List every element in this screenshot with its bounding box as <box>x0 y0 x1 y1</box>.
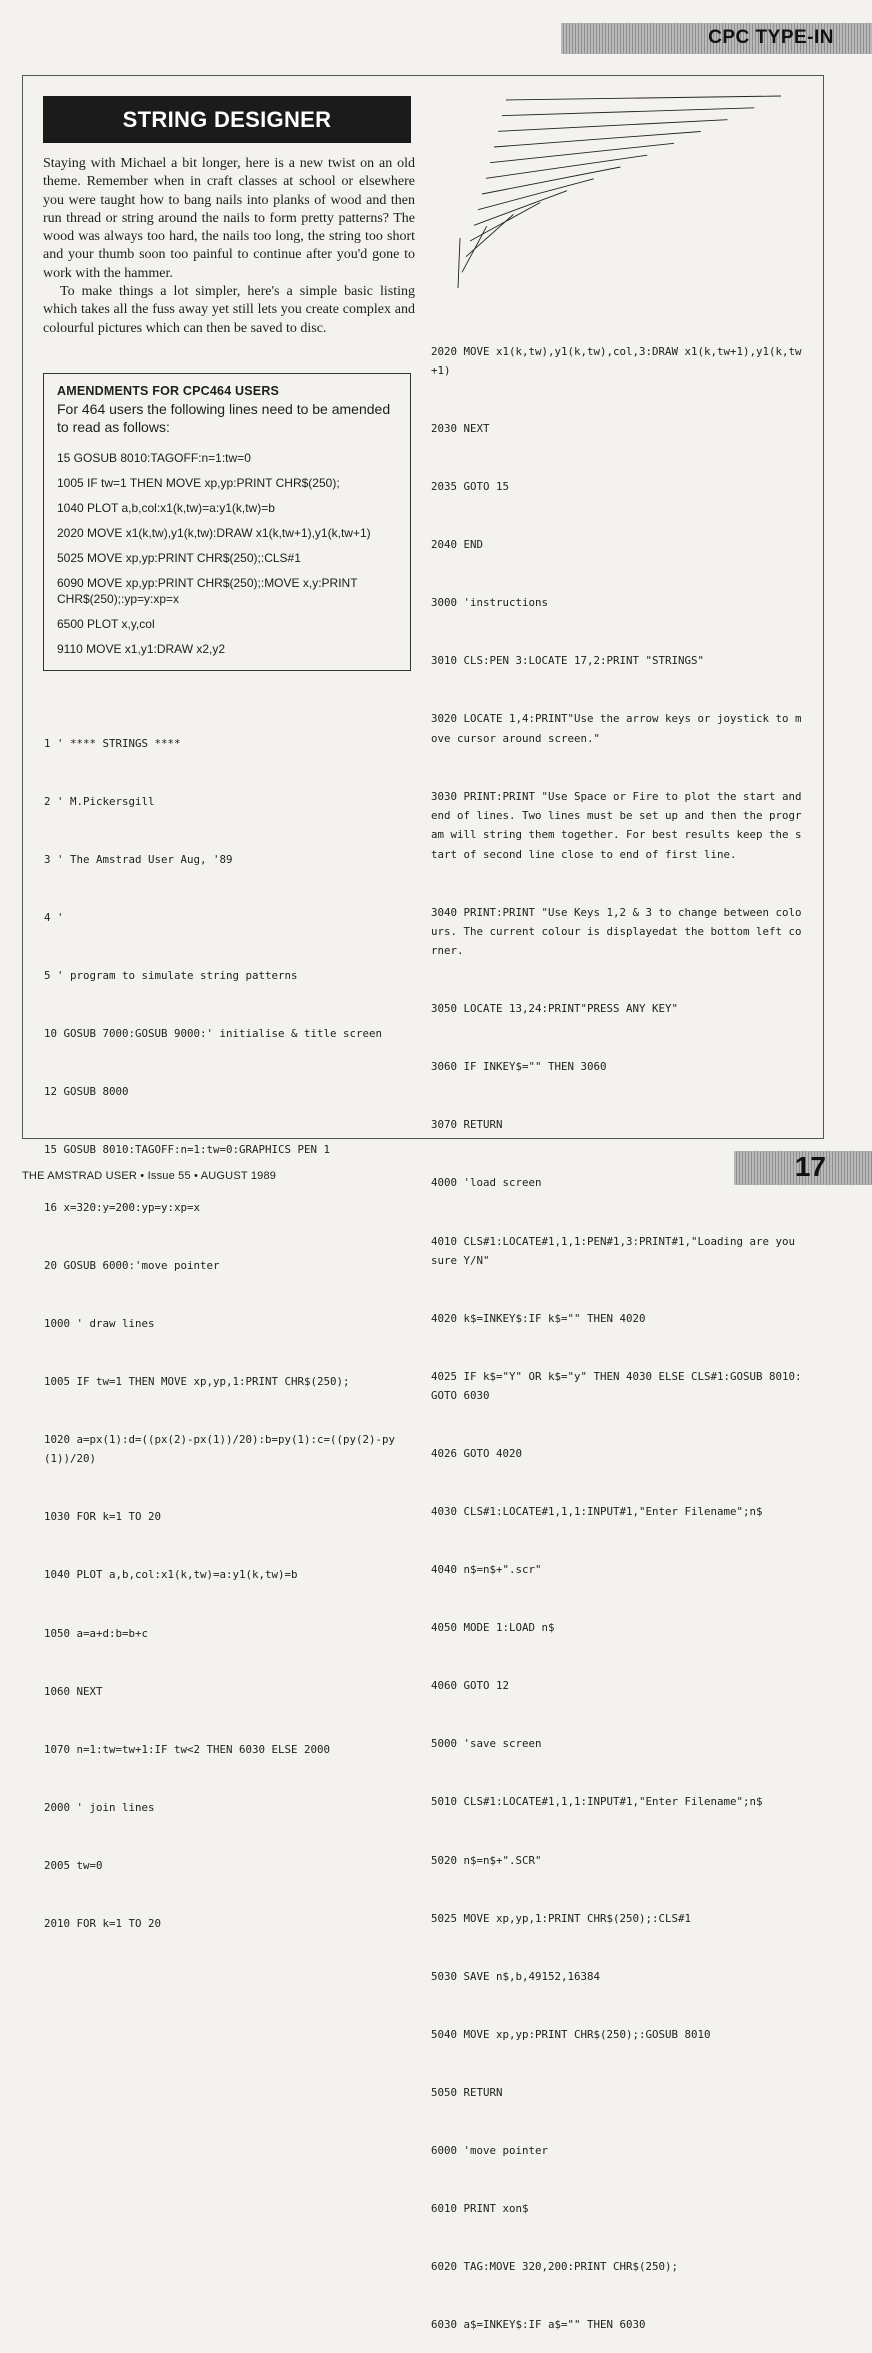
intro-text <box>43 155 415 338</box>
code-line: 4025 IF k$="Y" OR k$="y" THEN 4030 ELSE CLS#1:GOSUB 8010:GOTO 6030 <box>431 1369 802 1403</box>
code-line: 3 ' The Amstrad User Aug, '89 <box>44 852 233 866</box>
code-line: 6020 TAG:MOVE 320,200:PRINT CHR$(250); <box>431 2259 679 2273</box>
amendments-box <box>43 373 411 671</box>
code-line: 1030 FOR k=1 TO 20 <box>44 1510 162 1524</box>
string-line <box>506 96 781 100</box>
amendments-lead: For 464 users the following lines need to be amended to read as follows: <box>57 401 391 435</box>
code-line: 1040 PLOT a,b,col:x1(k,tw)=a:y1(k,tw)=b <box>44 1568 298 1582</box>
code-line: 1 ' **** STRINGS **** <box>44 736 181 750</box>
string-line <box>474 191 567 226</box>
string-line <box>458 238 460 288</box>
code-line: 16 x=320:y=200:yp=y:xp=x <box>44 1200 201 1214</box>
code-line: 5050 RETURN <box>431 2085 503 2099</box>
amendment-line: 2020 MOVE x1(k,tw),y1(k,tw):DRAW x1(k,tw+1),y1(k,tw+1) <box>57 526 371 540</box>
amendment-line: 6500 PLOT x,y,col <box>57 617 155 631</box>
code-line: 20 GOSUB 6000:'move pointer <box>44 1258 220 1272</box>
code-line: 3040 PRINT:PRINT "Use Keys 1,2 & 3 to change between colours. The current colour is displayedat the bottom left corner. <box>431 905 802 958</box>
string-line <box>498 120 728 132</box>
code-line: 5030 SAVE n$,b,49152,16384 <box>431 1969 601 1983</box>
code-line: 5000 'save screen <box>431 1737 542 1751</box>
section-label: CPC TYPE-IN <box>708 27 834 48</box>
code-line: 2005 tw=0 <box>44 1858 103 1872</box>
code-line: 1020 a=px(1):d=((px(2)-px(1))/20):b=py(1):c=((py(2)-py(1))/20) <box>44 1433 396 1466</box>
code-line: 5025 MOVE xp,yp,1:PRINT CHR$(250);:CLS#1 <box>431 1911 692 1925</box>
code-line: 1005 IF tw=1 THEN MOVE xp,yp,1:PRINT CHR$(250); <box>44 1375 350 1389</box>
code-line: 6000 'move pointer <box>431 2143 549 2157</box>
code-line: 2 ' M.Pickersgill <box>44 794 155 808</box>
code-line: 3070 RETURN <box>431 1118 503 1132</box>
code-line: 1050 a=a+d:b=b+c <box>44 1626 149 1640</box>
code-line: 2020 MOVE x1(k,tw),y1(k,tw),col,3:DRAW x1(k,tw+1),y1(k,tw+1) <box>431 344 802 378</box>
code-line: 4030 CLS#1:LOCATE#1,1,1:INPUT#1,"Enter Filename";n$ <box>431 1505 763 1519</box>
amendment-line: 9110 MOVE x1,y1:DRAW x2,y2 <box>57 642 226 656</box>
string-line <box>494 132 701 148</box>
code-line: 3030 PRINT:PRINT "Use Space or Fire to plot the start and end of lines. Two lines must be set up and then the program will string them together. For best results keep the start of second line close to end of first line. <box>431 789 809 861</box>
code-line: 2040 END <box>431 538 484 552</box>
code-line: 2030 NEXT <box>431 422 490 436</box>
code-line: 4040 n$=n$+".scr" <box>431 1563 542 1577</box>
string-line <box>490 143 674 162</box>
page-number-tab <box>734 1151 872 1185</box>
amendment-line: 1005 IF tw=1 THEN MOVE xp,yp:PRINT CHR$(250); <box>57 476 340 490</box>
string-line <box>502 108 754 116</box>
code-line: 2035 GOTO 15 <box>431 480 510 494</box>
code-line: 5020 n$=n$+".SCR" <box>431 1853 542 1867</box>
page-number: 17 <box>794 1151 826 1182</box>
listing-left <box>44 695 416 1952</box>
code-line: 3050 LOCATE 13,24:PRINT"PRESS ANY KEY" <box>431 1002 679 1016</box>
code-line: 5010 CLS#1:LOCATE#1,1,1:INPUT#1,"Enter Filename";n$ <box>431 1795 763 1809</box>
code-line: 15 GOSUB 8010:TAGOFF:n=1:tw=0:GRAPHICS PEN 1 <box>44 1142 331 1156</box>
intro-paragraph-1: Staying with Michael a bit longer, here is a new twist on an old theme. Remember when in craft classes at school or elsewhere you were taught how to bang nails into planks of wood and then run thread or string around the nails to form pretty patterns? The wood was always too hard, the nails too long, the string too short and your thumb soon too painful to continue after you'd gone to work with the hammer. <box>43 156 415 281</box>
footer-credit: THE AMSTRAD USER • Issue 55 • AUGUST 1989 <box>22 1170 277 1182</box>
code-line: 4010 CLS#1:LOCATE#1,1,1:PEN#1,3:PRINT#1,"Loading are you sure Y/N" <box>431 1234 802 1267</box>
string-line <box>470 203 540 242</box>
code-line: 3020 LOCATE 1,4:PRINT"Use the arrow keys or joystick to move cursor around screen." <box>431 712 802 745</box>
amendment-line: 6090 MOVE xp,yp:PRINT CHR$(250);:MOVE x,y:PRINT CHR$(250);:yp=y:xp=x <box>57 576 358 606</box>
code-line: 5040 MOVE xp,yp:PRINT CHR$(250);:GOSUB 8010 <box>431 2027 711 2041</box>
code-line: 5 ' program to simulate string patterns <box>44 968 298 982</box>
section-tab <box>561 23 872 54</box>
code-line: 4 ' <box>44 910 64 924</box>
article-title: STRING DESIGNER <box>43 96 411 143</box>
code-line: 6010 PRINT xon$ <box>431 2201 529 2215</box>
code-line: 3000 'instructions <box>431 596 549 610</box>
code-line: 4050 MODE 1:LOAD n$ <box>431 1621 555 1635</box>
code-line: 1060 NEXT <box>44 1684 103 1698</box>
code-line: 6030 a$=INKEY$:IF a$="" THEN 6030 <box>431 2317 646 2331</box>
amendment-line: 1040 PLOT a,b,col:x1(k,tw)=a:y1(k,tw)=b <box>57 501 275 515</box>
code-line: 4026 GOTO 4020 <box>431 1447 523 1461</box>
amendment-line: 15 GOSUB 8010:TAGOFF:n=1:tw=0 <box>57 451 251 465</box>
code-line: 12 GOSUB 8000 <box>44 1084 129 1098</box>
amendment-line: 5025 MOVE xp,yp:PRINT CHR$(250);:CLS#1 <box>57 551 301 565</box>
code-line: 10 GOSUB 7000:GOSUB 9000:' initialise & title screen <box>44 1026 383 1040</box>
code-line: 4060 GOTO 12 <box>431 1679 510 1693</box>
code-line: 2010 FOR k=1 TO 20 <box>44 1916 162 1930</box>
code-line: 2000 ' join lines <box>44 1800 155 1814</box>
code-line: 4000 'load screen <box>431 1176 542 1190</box>
listing-right <box>431 303 807 2353</box>
code-line: 1000 ' draw lines <box>44 1317 155 1330</box>
string-line <box>486 155 647 178</box>
code-line: 4020 k$=INKEY$:IF k$="" THEN 4020 <box>431 1311 646 1325</box>
code-line: 3060 IF INKEY$="" THEN 3060 <box>431 1060 607 1074</box>
amendments-heading: AMENDMENTS FOR CPC464 USERS <box>57 384 280 398</box>
intro-paragraph-2: To make things a lot simpler, here's a simple basic listing which takes all the fuss away yet still lets you create complex and colourful pictures which can then be saved to disc. <box>43 284 415 336</box>
code-line: 3010 CLS:PEN 3:LOCATE 17,2:PRINT "STRINGS" <box>431 654 705 668</box>
code-line: 1070 n=1:tw=tw+1:IF tw<2 THEN 6030 ELSE 2000 <box>44 1742 331 1756</box>
string-art-illustration <box>436 88 786 298</box>
